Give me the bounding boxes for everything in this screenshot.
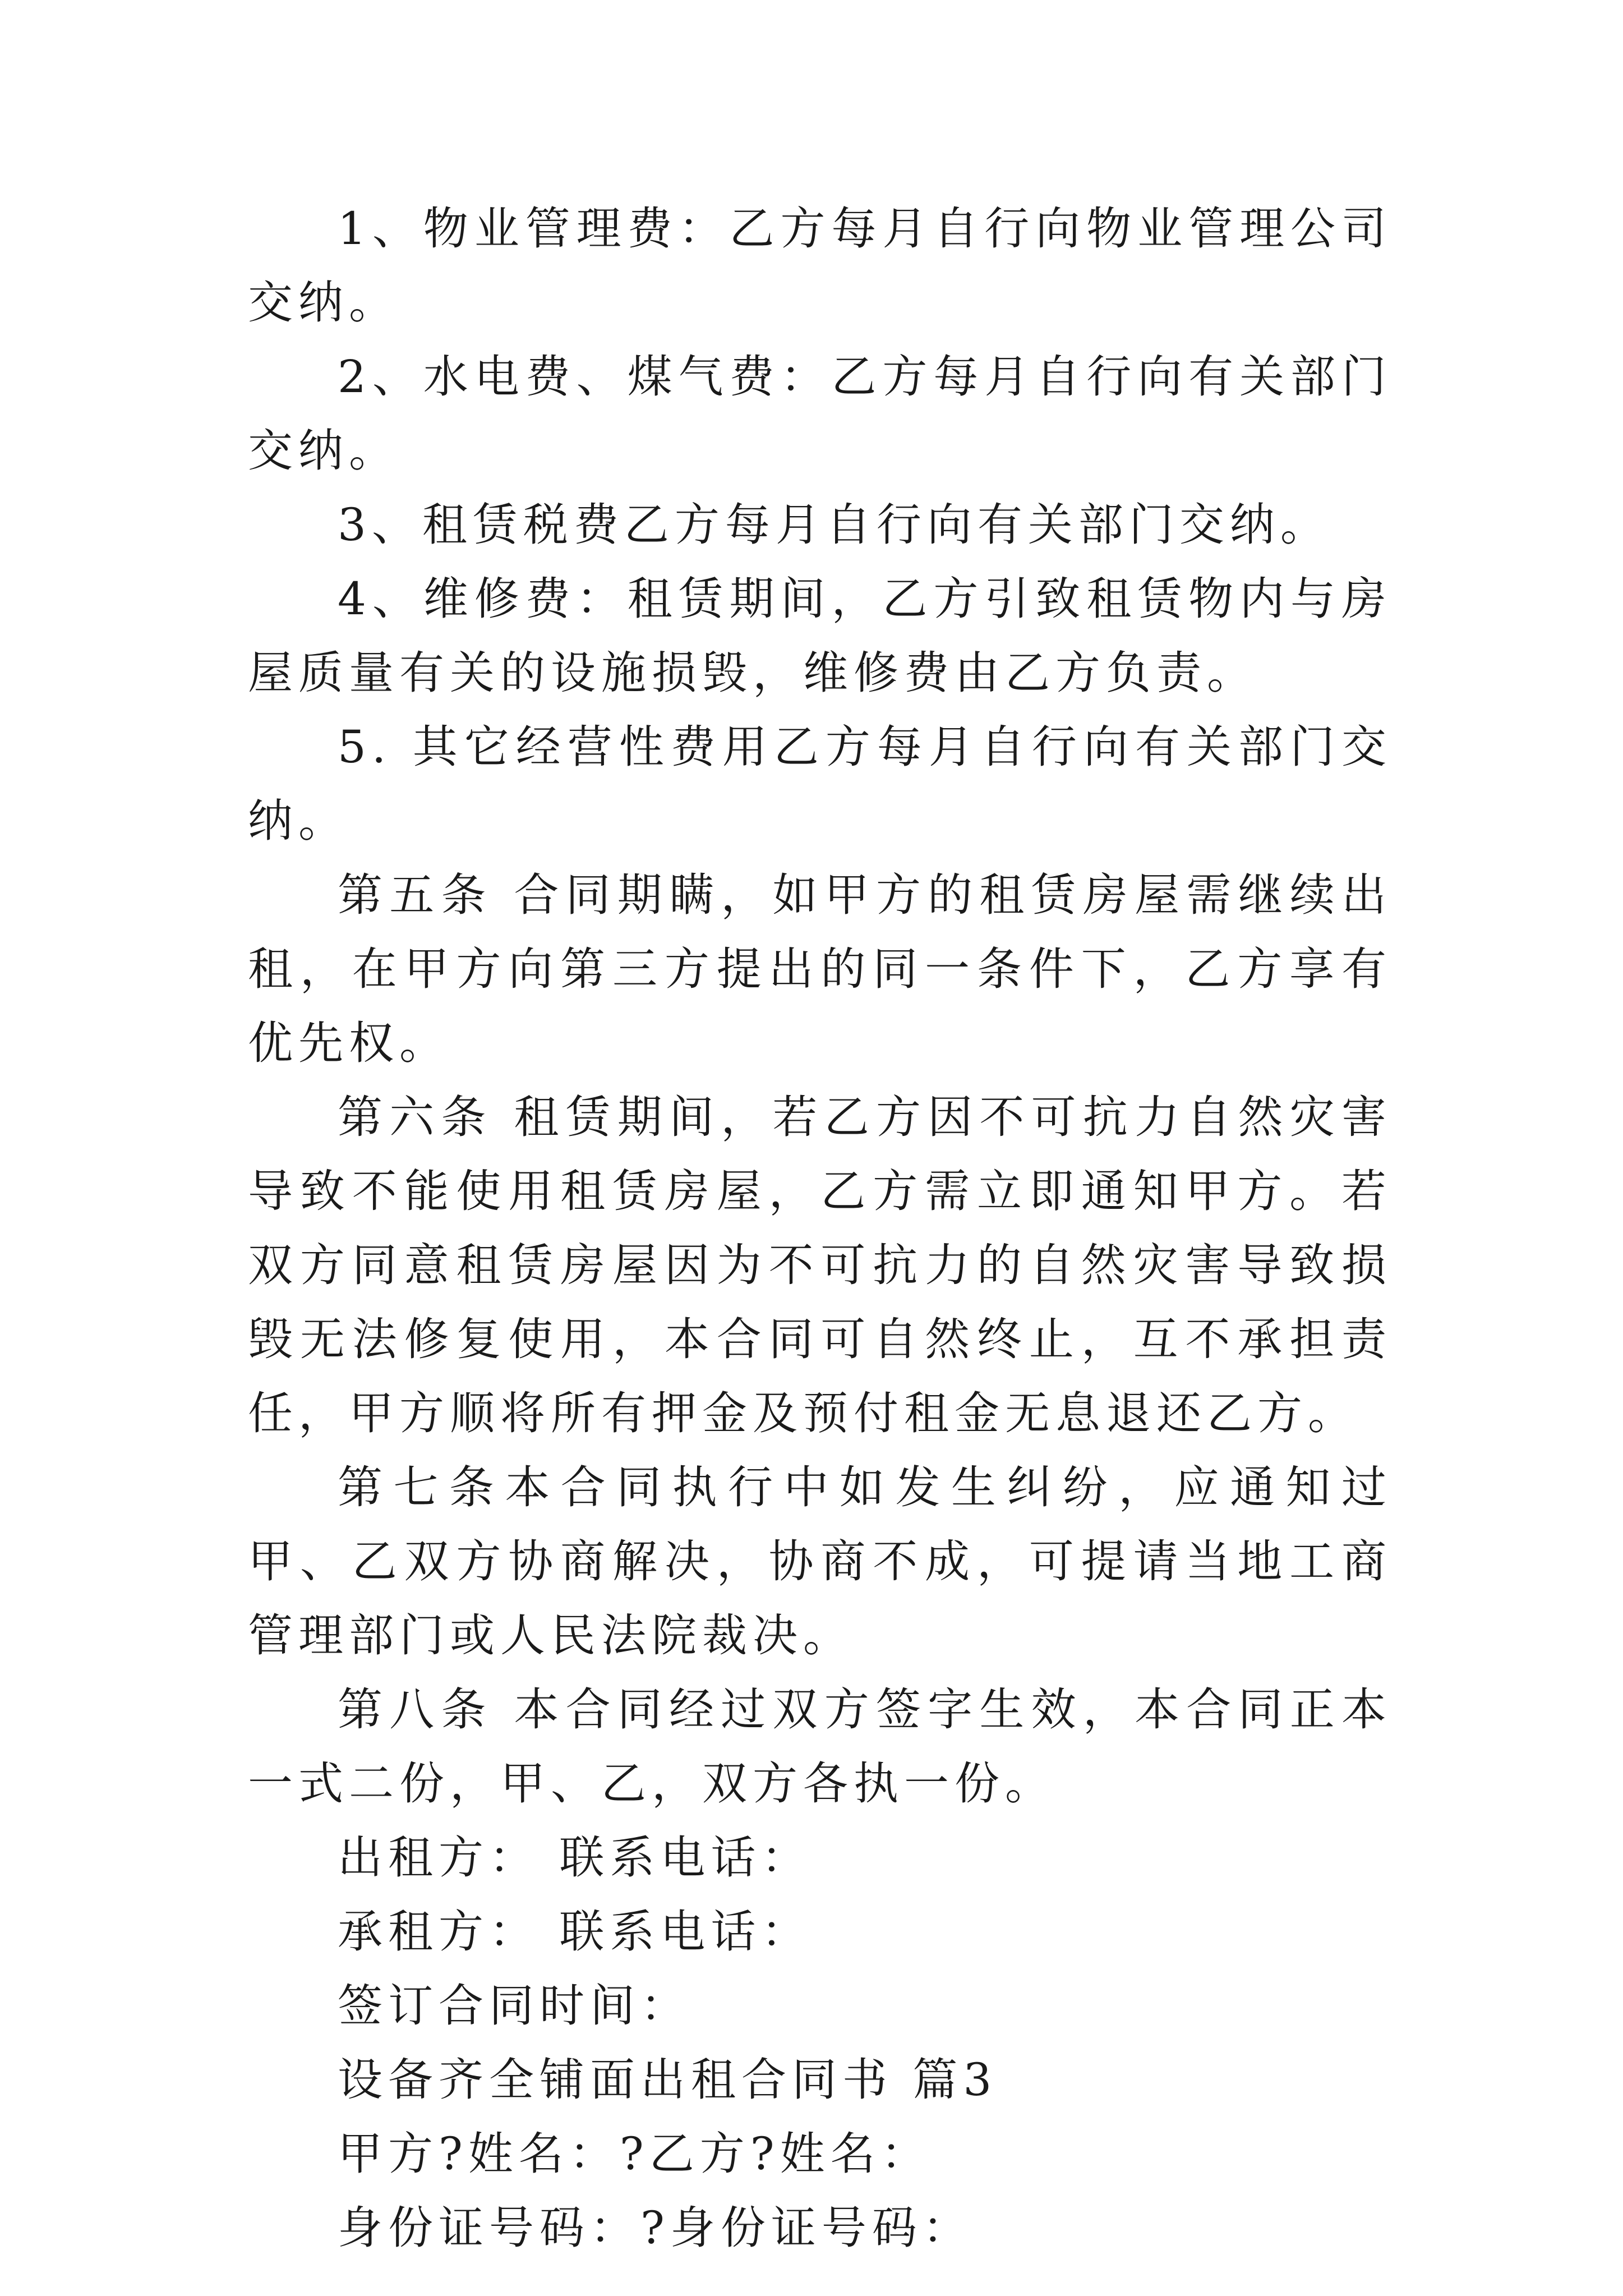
fee-item-maintenance: 4、维修费：租赁期间，乙方引致租赁物内与房屋质量有关的设施损毁，维修费由乙方负责。: [248, 573, 1392, 699]
signing-date-line: 签订合同时间：: [338, 1980, 691, 2032]
party-id-line: 身份证号码：?身份证号码：: [338, 2202, 973, 2254]
fee-item-other: 5. 其它经营性费用乙方每月自行向有关部门交纳。: [248, 721, 1392, 847]
article-5: 第五条 合同期瞒，如甲方的租赁房屋需继续出租，在甲方向第三方提出的同一条件下，乙方享有优先权。: [248, 869, 1392, 1069]
section-heading: 设备齐全铺面出租合同书 篇3: [338, 2054, 998, 2106]
document-body: [248, 192, 1392, 2265]
fee-item-tax: 3、租赁税费乙方每月自行向有关部门交纳。: [338, 499, 1331, 551]
article-6: 第六条 租赁期间，若乙方因不可抗力自然灾害导致不能使用租赁房屋，乙方需立即通知甲方。若双方同意租赁房屋因为不可抗力的自然灾害导致损毁无法修复使用，本合同可自然终止，互不承担责任，甲方顺将所有押金及预付租金无息退还乙方。: [248, 1091, 1392, 1439]
article-8: 第八条 本合同经过双方签字生效，本合同正本一式二份，甲、乙，双方各执一份。: [248, 1683, 1392, 1810]
fee-item-utilities: 2、水电费、煤气费：乙方每月自行向有关部门交纳。: [248, 351, 1392, 477]
article-7: 第七条本合同执行中如发生纠纷，应通知过甲、乙双方协商解决，协商不成，可提请当地工商管理部门或人民法院裁决。: [248, 1461, 1392, 1662]
lessor-signature-line: 出租方： 联系电话：: [338, 1832, 812, 1884]
lessee-signature-line: 承租方： 联系电话：: [338, 1906, 812, 1958]
party-name-line: 甲方?姓名：?乙方?姓名：: [338, 2128, 932, 2180]
fee-item-property: 1、物业管理费：乙方每月自行向物业管理公司交纳。: [248, 203, 1392, 329]
